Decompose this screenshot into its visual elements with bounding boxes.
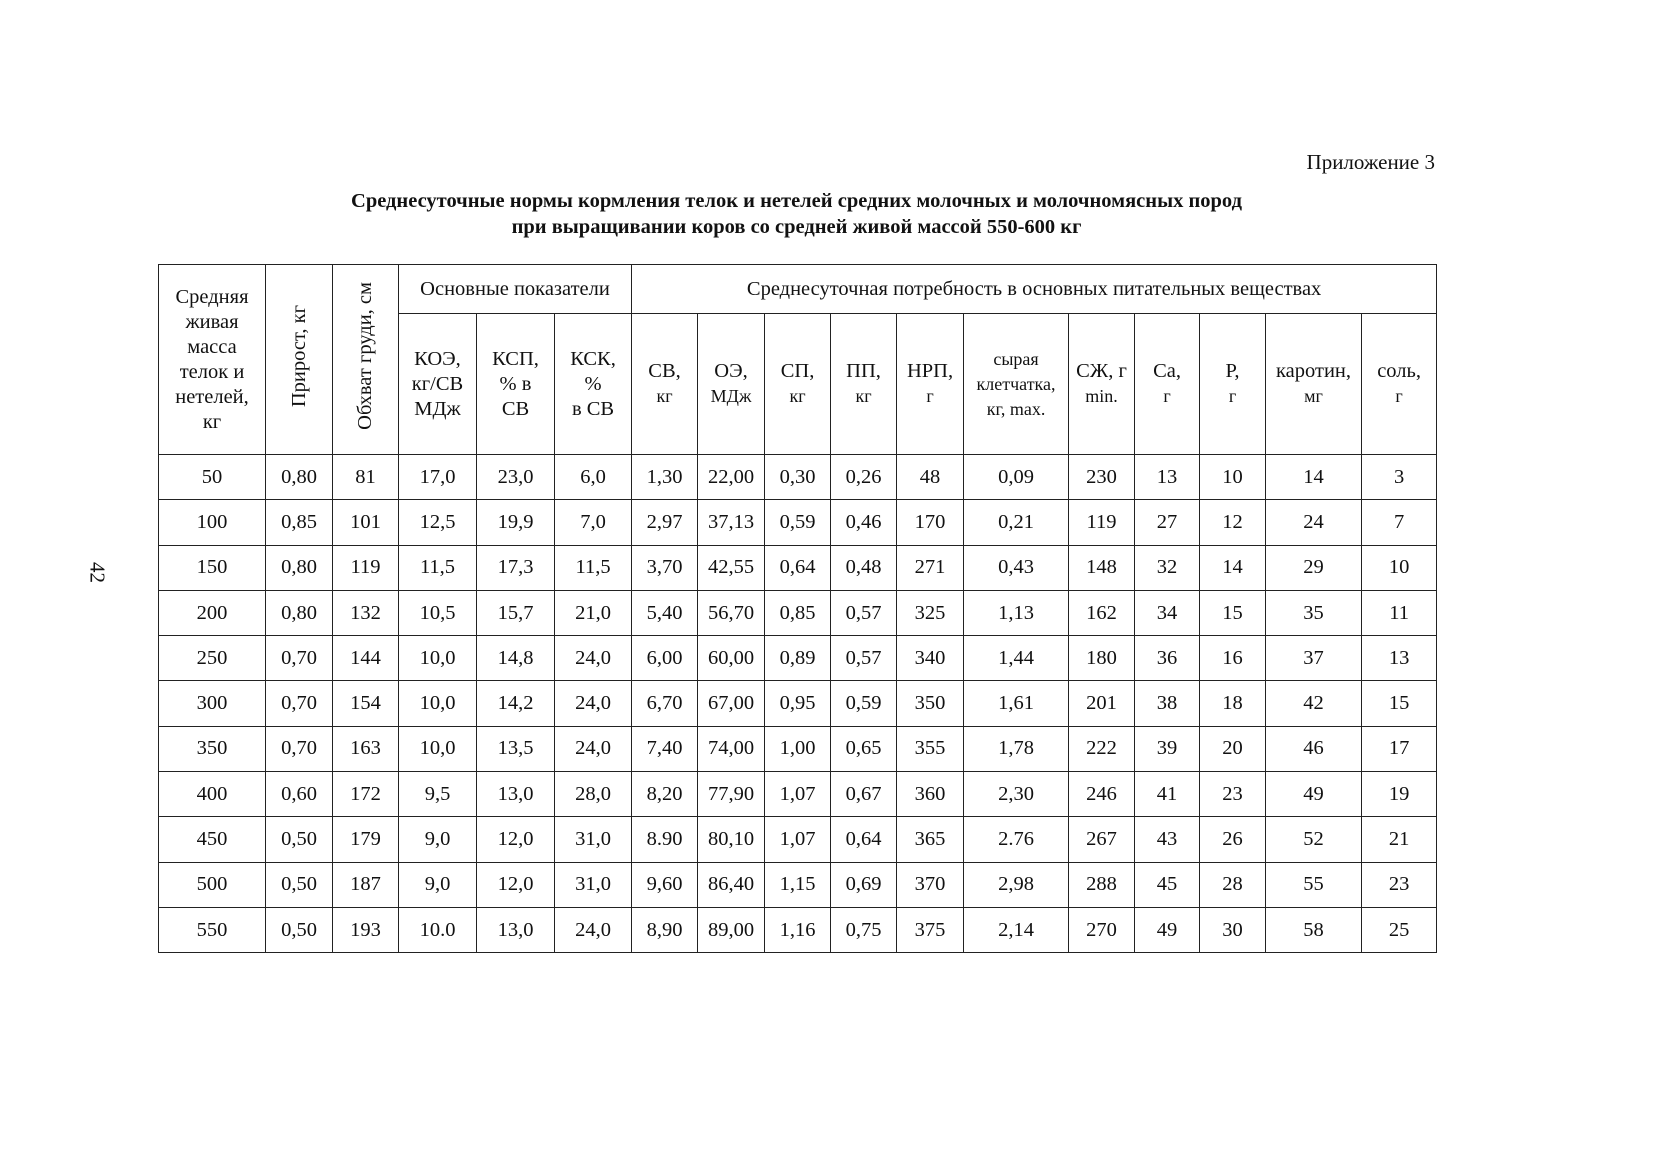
table-cell: 14,8 — [477, 636, 555, 681]
table-cell: 22,00 — [698, 455, 765, 500]
table-cell: 179 — [333, 817, 399, 862]
header-salt — [1362, 314, 1437, 455]
table-cell: 5,40 — [632, 590, 698, 635]
table-cell: 288 — [1069, 862, 1135, 907]
table-cell: 17 — [1362, 726, 1437, 771]
table-cell: 12,5 — [399, 500, 477, 545]
header-oe — [698, 314, 765, 455]
table-cell: 14,2 — [477, 681, 555, 726]
table-cell: 180 — [1069, 636, 1135, 681]
header-sv — [632, 314, 698, 455]
table-cell: 14 — [1266, 455, 1362, 500]
table-cell: 3,70 — [632, 545, 698, 590]
table-cell: 9,5 — [399, 772, 477, 817]
table-cell: 0,30 — [765, 455, 831, 500]
header-fat-line: СЖ, г — [1076, 360, 1127, 382]
table-row — [159, 862, 1437, 907]
table-cell: 45 — [1135, 862, 1200, 907]
table-cell: 1,61 — [964, 681, 1069, 726]
table-cell: 55 — [1266, 862, 1362, 907]
appendix-label: Приложение 3 — [1306, 150, 1435, 174]
table-cell: 222 — [1069, 726, 1135, 771]
table-cell: 0,95 — [765, 681, 831, 726]
table-cell: 13,0 — [477, 772, 555, 817]
table-cell: 10,0 — [399, 726, 477, 771]
table-cell: 42,55 — [698, 545, 765, 590]
table-cell: 1,00 — [765, 726, 831, 771]
table-cell: 42 — [1266, 681, 1362, 726]
table-cell: 49 — [1135, 907, 1200, 952]
table-cell: 7,40 — [632, 726, 698, 771]
table-cell: 34 — [1135, 590, 1200, 635]
header-sv-line: СВ, — [648, 360, 681, 382]
table-cell: 13,5 — [477, 726, 555, 771]
table-cell: 148 — [1069, 545, 1135, 590]
table-cell: 0,67 — [831, 772, 897, 817]
table-cell: 24,0 — [555, 681, 632, 726]
table-cell: 200 — [159, 590, 266, 635]
table-cell: 24,0 — [555, 726, 632, 771]
table-cell: 74,00 — [698, 726, 765, 771]
table-cell: 7 — [1362, 500, 1437, 545]
header-live-mass-line: кг — [202, 410, 222, 433]
table-cell: 27 — [1135, 500, 1200, 545]
table-cell: 49 — [1266, 772, 1362, 817]
header-carotene — [1266, 314, 1362, 455]
table-cell: 67,00 — [698, 681, 765, 726]
table-cell: 246 — [1069, 772, 1135, 817]
table-row — [159, 636, 1437, 681]
header-nrp — [897, 314, 964, 455]
table-cell: 77,90 — [698, 772, 765, 817]
header-live-mass-line: живая — [185, 310, 239, 333]
table-row — [159, 681, 1437, 726]
table-cell: 23,0 — [477, 455, 555, 500]
table-cell: 36 — [1135, 636, 1200, 681]
table-cell: 1,78 — [964, 726, 1069, 771]
table-cell: 201 — [1069, 681, 1135, 726]
table-cell: 350 — [159, 726, 266, 771]
header-fiber-line: кг, max. — [986, 398, 1046, 419]
header-fiber — [964, 314, 1069, 455]
header-fiber-line: сырая — [993, 348, 1039, 369]
table-cell: 52 — [1266, 817, 1362, 862]
table-cell: 11,5 — [399, 545, 477, 590]
header-ksp — [477, 314, 555, 455]
header-carotene-line: каротин, — [1276, 360, 1352, 382]
table-cell: 28 — [1200, 862, 1266, 907]
table-row — [159, 772, 1437, 817]
table-cell: 23 — [1362, 862, 1437, 907]
table-cell: 13 — [1362, 636, 1437, 681]
table-cell: 132 — [333, 590, 399, 635]
table-cell: 12 — [1200, 500, 1266, 545]
table-cell: 30 — [1200, 907, 1266, 952]
header-ca-line: Са, — [1153, 360, 1181, 382]
table-cell: 19,9 — [477, 500, 555, 545]
table-cell: 89,00 — [698, 907, 765, 952]
table-cell: 80,10 — [698, 817, 765, 862]
header-sv-line: кг — [656, 386, 673, 406]
table-row — [159, 817, 1437, 862]
feeding-norms-table — [158, 264, 1437, 953]
page-number: 42 — [85, 562, 110, 583]
table-cell: 2.76 — [964, 817, 1069, 862]
header-nrp-line: НРП, — [906, 360, 954, 382]
table-row — [159, 726, 1437, 771]
table-cell: 271 — [897, 545, 964, 590]
header-chest-girth-label: Обхват груди, см — [354, 282, 376, 430]
table-cell: 38 — [1135, 681, 1200, 726]
header-group-need: Среднесуточная потребность в основных питательных веществах — [632, 265, 1437, 314]
table-cell: 0,70 — [266, 636, 333, 681]
table-cell: 41 — [1135, 772, 1200, 817]
table-cell: 50 — [159, 455, 266, 500]
header-ksk — [555, 314, 632, 455]
table-cell: 56,70 — [698, 590, 765, 635]
header-fiber-line: клетчатка, — [976, 373, 1056, 394]
header-ksp-line: КСП, — [492, 347, 539, 370]
header-oe-line: ОЭ, — [714, 360, 748, 382]
table-cell: 48 — [897, 455, 964, 500]
table-cell: 16 — [1200, 636, 1266, 681]
table-cell: 1,13 — [964, 590, 1069, 635]
header-ca-line: г — [1163, 386, 1171, 406]
table-cell: 24 — [1266, 500, 1362, 545]
table-cell: 1,16 — [765, 907, 831, 952]
table-cell: 29 — [1266, 545, 1362, 590]
table-cell: 1,15 — [765, 862, 831, 907]
table-cell: 0,80 — [266, 545, 333, 590]
table-cell: 0,89 — [765, 636, 831, 681]
table-cell: 58 — [1266, 907, 1362, 952]
table-cell: 6,70 — [632, 681, 698, 726]
header-ksk-line: % — [584, 372, 602, 395]
table-cell: 9,0 — [399, 862, 477, 907]
header-ksk-line: КСК, — [570, 347, 616, 370]
table-cell: 0,57 — [831, 636, 897, 681]
header-p-line: Р, — [1225, 360, 1240, 382]
table-cell: 28,0 — [555, 772, 632, 817]
header-koe — [399, 314, 477, 455]
table-cell: 11 — [1362, 590, 1437, 635]
header-pp-line: кг — [855, 386, 872, 406]
header-fat-line: min. — [1085, 386, 1118, 406]
table-cell: 81 — [333, 455, 399, 500]
table-cell: 0,70 — [266, 681, 333, 726]
table-cell: 0,80 — [266, 455, 333, 500]
table-cell: 46 — [1266, 726, 1362, 771]
table-cell: 0,65 — [831, 726, 897, 771]
table-cell: 365 — [897, 817, 964, 862]
table-cell: 7,0 — [555, 500, 632, 545]
table-cell: 32 — [1135, 545, 1200, 590]
header-ksk-line: в СВ — [571, 397, 615, 420]
header-chest-girth — [333, 265, 399, 455]
table-cell: 500 — [159, 862, 266, 907]
table-cell: 60,00 — [698, 636, 765, 681]
table-cell: 13 — [1135, 455, 1200, 500]
table-cell: 187 — [333, 862, 399, 907]
header-p — [1200, 314, 1266, 455]
table-cell: 10 — [1200, 455, 1266, 500]
table-cell: 450 — [159, 817, 266, 862]
header-ksp-line: % в — [499, 372, 532, 395]
table-cell: 12,0 — [477, 862, 555, 907]
table-cell: 15,7 — [477, 590, 555, 635]
table-cell: 17,3 — [477, 545, 555, 590]
table-cell: 0,50 — [266, 817, 333, 862]
table-cell: 340 — [897, 636, 964, 681]
table-cell: 0,21 — [964, 500, 1069, 545]
header-live-mass-line: масса — [187, 335, 237, 358]
table-cell: 15 — [1200, 590, 1266, 635]
table-cell: 0,80 — [266, 590, 333, 635]
table-cell: 0,59 — [831, 681, 897, 726]
table-cell: 154 — [333, 681, 399, 726]
table-cell: 350 — [897, 681, 964, 726]
table-cell: 39 — [1135, 726, 1200, 771]
table-cell: 0,43 — [964, 545, 1069, 590]
table-cell: 375 — [897, 907, 964, 952]
header-oe-line: МДж — [710, 386, 752, 406]
table-row — [159, 590, 1437, 635]
table-cell: 9,0 — [399, 817, 477, 862]
table-row — [159, 545, 1437, 590]
table-cell: 12,0 — [477, 817, 555, 862]
header-salt-line: соль, — [1377, 360, 1421, 382]
table-cell: 31,0 — [555, 817, 632, 862]
table-cell: 1,44 — [964, 636, 1069, 681]
table-cell: 0,50 — [266, 862, 333, 907]
table-cell: 163 — [333, 726, 399, 771]
header-gain-label: Прирост, кг — [287, 304, 310, 408]
table-cell: 325 — [897, 590, 964, 635]
header-ksp-line: СВ — [501, 397, 530, 420]
table-cell: 300 — [159, 681, 266, 726]
table-cell: 10,0 — [399, 681, 477, 726]
table-cell: 6,00 — [632, 636, 698, 681]
table-cell: 19 — [1362, 772, 1437, 817]
table-cell: 0,70 — [266, 726, 333, 771]
table-cell: 21 — [1362, 817, 1437, 862]
table-cell: 2,97 — [632, 500, 698, 545]
table-cell: 0,60 — [266, 772, 333, 817]
header-koe-line: КОЭ, — [414, 347, 461, 370]
table-cell: 0,46 — [831, 500, 897, 545]
table-cell: 9,60 — [632, 862, 698, 907]
table-cell: 0,69 — [831, 862, 897, 907]
table-cell: 18 — [1200, 681, 1266, 726]
table-cell: 0,75 — [831, 907, 897, 952]
table-cell: 144 — [333, 636, 399, 681]
table-cell: 24,0 — [555, 636, 632, 681]
table-cell: 17,0 — [399, 455, 477, 500]
table-cell: 23 — [1200, 772, 1266, 817]
table-cell: 170 — [897, 500, 964, 545]
table-row — [159, 907, 1437, 952]
table-cell: 2,98 — [964, 862, 1069, 907]
table-cell: 370 — [897, 862, 964, 907]
header-group-main: Основные показатели — [399, 265, 632, 314]
header-live-mass-line: нетелей, — [175, 385, 249, 408]
table-cell: 0,59 — [765, 500, 831, 545]
table-cell: 172 — [333, 772, 399, 817]
table-cell: 193 — [333, 907, 399, 952]
title-line-2: при выращивании коров со средней живой массой 550-600 кг — [511, 216, 1082, 238]
table-cell: 270 — [1069, 907, 1135, 952]
table-cell: 1,07 — [765, 817, 831, 862]
table-cell: 250 — [159, 636, 266, 681]
table-cell: 10.0 — [399, 907, 477, 952]
title-line-1: Среднесуточные нормы кормления телок и нетелей средних молочных и молочномясных пород — [351, 190, 1242, 212]
header-live-mass-line: Средняя — [175, 285, 249, 308]
table-cell: 86,40 — [698, 862, 765, 907]
table-cell: 1,30 — [632, 455, 698, 500]
table-row — [159, 500, 1437, 545]
table-cell: 0,57 — [831, 590, 897, 635]
table-cell: 162 — [1069, 590, 1135, 635]
table-cell: 355 — [897, 726, 964, 771]
table-row — [159, 455, 1437, 500]
table-cell: 2,14 — [964, 907, 1069, 952]
header-salt-line: г — [1395, 386, 1403, 406]
table-cell: 0,85 — [765, 590, 831, 635]
table-cell: 26 — [1200, 817, 1266, 862]
table-cell: 119 — [1069, 500, 1135, 545]
table-cell: 0,09 — [964, 455, 1069, 500]
header-live-mass-line: телок и — [179, 360, 245, 383]
table-cell: 20 — [1200, 726, 1266, 771]
table-cell: 8,20 — [632, 772, 698, 817]
table-cell: 6,0 — [555, 455, 632, 500]
table-cell: 0,64 — [765, 545, 831, 590]
header-pp-line: ПП, — [846, 360, 881, 382]
table-cell: 0,48 — [831, 545, 897, 590]
table-cell: 35 — [1266, 590, 1362, 635]
header-pp — [831, 314, 897, 455]
header-gain — [266, 265, 333, 455]
header-koe-line: МДж — [414, 397, 461, 420]
table-cell: 101 — [333, 500, 399, 545]
table-cell: 43 — [1135, 817, 1200, 862]
header-nrp-line: г — [926, 386, 934, 406]
table-cell: 37 — [1266, 636, 1362, 681]
table-cell: 267 — [1069, 817, 1135, 862]
table-cell: 0,64 — [831, 817, 897, 862]
table-cell: 25 — [1362, 907, 1437, 952]
header-fat — [1069, 314, 1135, 455]
table-cell: 10,0 — [399, 636, 477, 681]
document-title — [158, 188, 1435, 240]
table-cell: 37,13 — [698, 500, 765, 545]
header-sp-line: кг — [789, 386, 806, 406]
table-cell: 24,0 — [555, 907, 632, 952]
table-cell: 15 — [1362, 681, 1437, 726]
table-cell: 21,0 — [555, 590, 632, 635]
table-cell: 0,50 — [266, 907, 333, 952]
table-cell: 10 — [1362, 545, 1437, 590]
table-cell: 230 — [1069, 455, 1135, 500]
header-ca — [1135, 314, 1200, 455]
table-cell: 13,0 — [477, 907, 555, 952]
table-cell: 150 — [159, 545, 266, 590]
table-cell: 31,0 — [555, 862, 632, 907]
table-cell: 3 — [1362, 455, 1437, 500]
table-cell: 10,5 — [399, 590, 477, 635]
table-cell: 14 — [1200, 545, 1266, 590]
table-cell: 8.90 — [632, 817, 698, 862]
table-cell: 11,5 — [555, 545, 632, 590]
table-cell: 1,07 — [765, 772, 831, 817]
header-carotene-line: мг — [1304, 386, 1323, 406]
table-cell: 100 — [159, 500, 266, 545]
header-sp-line: СП, — [780, 360, 815, 382]
header-koe-line: кг/СВ — [411, 372, 464, 395]
header-sp — [765, 314, 831, 455]
table-cell: 360 — [897, 772, 964, 817]
table-cell: 8,90 — [632, 907, 698, 952]
table-cell: 550 — [159, 907, 266, 952]
table-cell: 119 — [333, 545, 399, 590]
header-p-line: г — [1228, 386, 1237, 406]
table-cell: 400 — [159, 772, 266, 817]
table-cell: 2,30 — [964, 772, 1069, 817]
table-cell: 0,85 — [266, 500, 333, 545]
table-cell: 0,26 — [831, 455, 897, 500]
header-live-mass — [159, 265, 266, 455]
